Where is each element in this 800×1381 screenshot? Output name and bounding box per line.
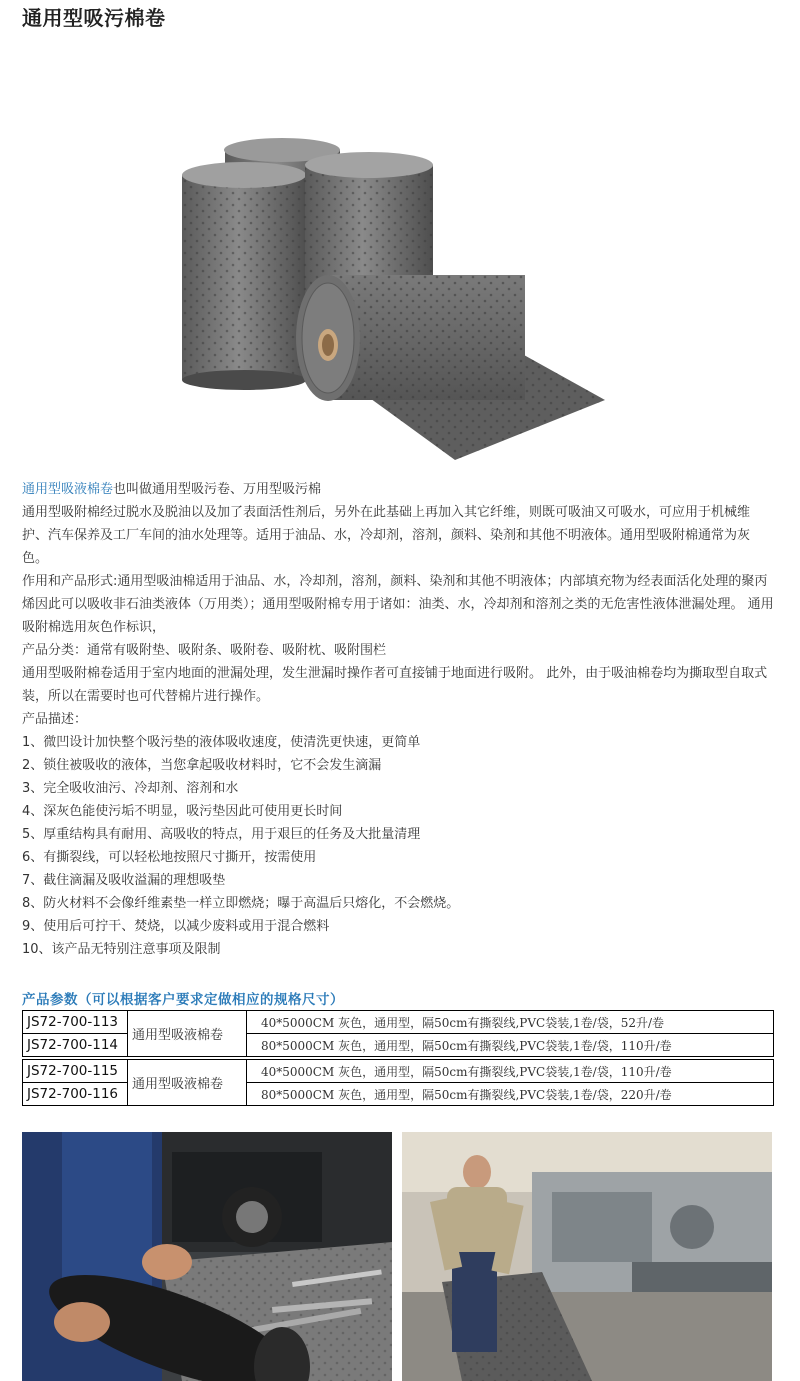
feature-item: 8、防火材料不会像纤维素垫一样立即燃烧；曝于高温后只熔化，不会燃烧。 [22,896,460,911]
paragraph: 产品分类：通常有吸附垫、吸附条、吸附卷、吸附枕、吸附围栏 [22,643,387,658]
product-rolls-image [170,130,620,470]
paragraph: 产品描述： [22,712,88,727]
garage-usage-photo [22,1132,392,1381]
feature-item: 2、锁住被吸收的液体，当您拿起吸收材料时，它不会发生滴漏 [22,758,382,773]
product-code: JS72-700-115 [23,1060,128,1083]
product-spec: 80*5000CM 灰色，通用型，隔50cm有撕裂线,PVC袋装,1卷/袋，220升/卷 [247,1083,774,1106]
product-spec: 40*5000CM 灰色，通用型，隔50cm有撕裂线,PVC袋装,1卷/袋，110升/卷 [247,1060,774,1083]
table-row [23,1060,774,1083]
factory-usage-photo [402,1132,772,1381]
feature-item: 7、截住滴漏及吸收溢漏的理想吸垫 [22,873,226,888]
feature-item: 3、完全吸收油污、冷却剂、溶剂和水 [22,781,239,796]
feature-item: 5、厚重结构具有耐用、高吸收的特点，用于艰巨的任务及大批量清理 [22,827,421,842]
paragraph: 通用型吸附棉卷适用于室内地面的泄漏处理，发生泄漏时操作者可直接铺于地面进行吸附。 此外，由于吸油棉卷均为撕取型自取式装，所以在需要时也可代替棉片进行操作。 [22,666,768,704]
product-name-link[interactable]: 通用型吸液棉卷 [22,482,114,497]
paragraph: 通用型吸附棉经过脱水及脱油以及加了表面活性剂后，另外在此基础上再加入其它纤维，则既可吸油又可吸水，可应用于机械维护、汽车保养及工厂车间的油水处理等。适用于油品、水，冷却剂，溶剂，颜料、染剂和其他不明液体。通用型吸附棉通常为灰色。 [22,505,751,566]
spec-table [22,1010,774,1106]
product-code: JS72-700-113 [23,1011,128,1034]
params-title: 产品参数（可以根据客户要求定做相应的规格尺寸） [22,992,344,1008]
feature-item: 10、该产品无特别注意事项及限制 [22,942,221,957]
feature-item: 4、深灰色能使污垢不明显，吸污垫因此可使用更长时间 [22,804,343,819]
lead-rest: 也叫做通用型吸污卷、万用型吸污棉 [113,482,322,497]
paragraph: 作用和产品形式:通用型吸油棉适用于油品、水，冷却剂，溶剂，颜料、染剂和其他不明液体；内部填充物为经表面活化处理的聚丙烯因此可以吸收非石油类液体（万用类）；通用型吸附棉专用于诸如：油类、水，冷却剂和溶剂之类的无危害性液体泄漏处理。 通用吸附棉选用灰色作标识， [22,574,774,635]
product-name: 通用型吸液棉卷 [128,1011,247,1057]
feature-item: 6、有撕裂线，可以轻松地按照尺寸撕开，按需使用 [22,850,317,865]
product-spec: 80*5000CM 灰色，通用型，隔50cm有撕裂线,PVC袋装,1卷/袋，110升/卷 [247,1034,774,1057]
feature-item: 9、使用后可拧干、焚烧，以减少废料或用于混合燃料 [22,919,330,934]
product-spec: 40*5000CM 灰色，通用型，隔50cm有撕裂线,PVC袋装,1卷/袋，52升/卷 [247,1011,774,1034]
page-title: 通用型吸污棉卷 [22,6,166,30]
product-description [22,478,774,961]
product-code: JS72-700-114 [23,1034,128,1057]
lead-line [22,478,774,501]
product-code: JS72-700-116 [23,1083,128,1106]
table-row [23,1011,774,1034]
feature-item: 1、微凹设计加快整个吸污垫的液体吸收速度，使清洗更快速，更简单 [22,735,421,750]
product-name: 通用型吸液棉卷 [128,1060,247,1106]
